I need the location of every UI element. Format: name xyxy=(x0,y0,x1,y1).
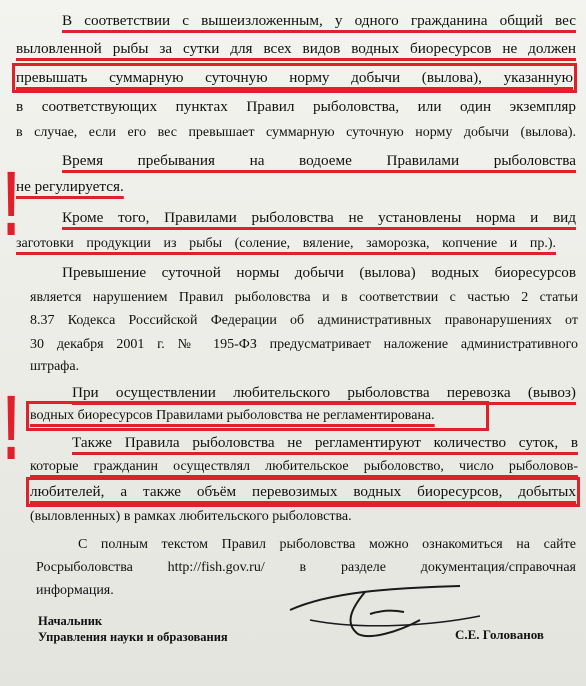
paragraph2-line: Время пребывания на водоеме Правилами рыболовства xyxy=(62,152,576,169)
paragraph1-line: В соответствии с вышеизложенным, у одного гражданина общий вес xyxy=(62,12,576,29)
paragraph7-line: Росрыболовства http://fish.gov.ru/ в разделе документация/справочная xyxy=(36,560,576,575)
position-title: Начальник xyxy=(38,614,103,628)
paragraph1-line: превышать суммарную суточную норму добычи (вылова), указанную xyxy=(0,67,586,89)
position-department: Управления науки и образования xyxy=(38,630,228,644)
paragraph4-line: 30 декабря 2001 г. № 195-ФЗ предусматривает наложение административного xyxy=(30,337,578,352)
paragraph1-line: в случае, если его вес превышает суммарную суточную норму добычи (вылова). xyxy=(16,125,576,140)
paragraph6-line: (выловленных) в рамках любительского рыболовства. xyxy=(30,509,352,524)
exclamation-mark-icon: ! xyxy=(2,153,20,255)
paragraph7-line: С полным текстом Правил рыболовства можно ознакомиться на сайте xyxy=(78,537,576,552)
paragraph6-line: любителей, а также объём перевозимых водных биоресурсов, добытых xyxy=(0,481,586,503)
paragraph3-line: заготовки продукции из рыбы (соление, вяление, заморозка, копчение и пр.). xyxy=(16,236,556,251)
paragraph4-line: 8.37 Кодекса Российской Федерации об административных правонарушениях от xyxy=(30,313,578,328)
paragraph4-line: штрафа. xyxy=(30,359,80,374)
paragraph6-line: которые гражданин осуществлял любительское рыболовство, число рыболовов- xyxy=(30,459,578,474)
paragraph5-line: При осуществлении любительского рыболовства перевозка (вывоз) xyxy=(72,384,576,401)
paragraph6-line: Также Правила рыболовства не регламентируют количество суток, в xyxy=(72,434,578,451)
paragraph2-line: не регулируется. xyxy=(16,178,124,195)
exclamation-mark-icon: ! xyxy=(2,377,20,479)
signer-name: С.Е. Голованов xyxy=(455,627,544,642)
paragraph1-line: в соответствующих пунктах Правил рыболовства, или один экземпляр xyxy=(16,98,576,115)
paragraph4-line: Превышение суточной нормы добычи (вылова) водных биоресурсов xyxy=(62,264,576,281)
paragraph7-line: информация. xyxy=(36,583,114,598)
paragraph1-line: выловленной рыбы за сутки для всех видов водных биоресурсов не должен xyxy=(16,40,576,57)
paragraph4-line: является нарушением Правил рыболовства и в соответствии с частью 2 статьи xyxy=(30,290,578,305)
paragraph5-line: водных биоресурсов Правилами рыболовства не регламентирована. xyxy=(0,405,586,427)
paragraph3-line: Кроме того, Правилами рыболовства не установлены норма и вид xyxy=(62,209,576,226)
